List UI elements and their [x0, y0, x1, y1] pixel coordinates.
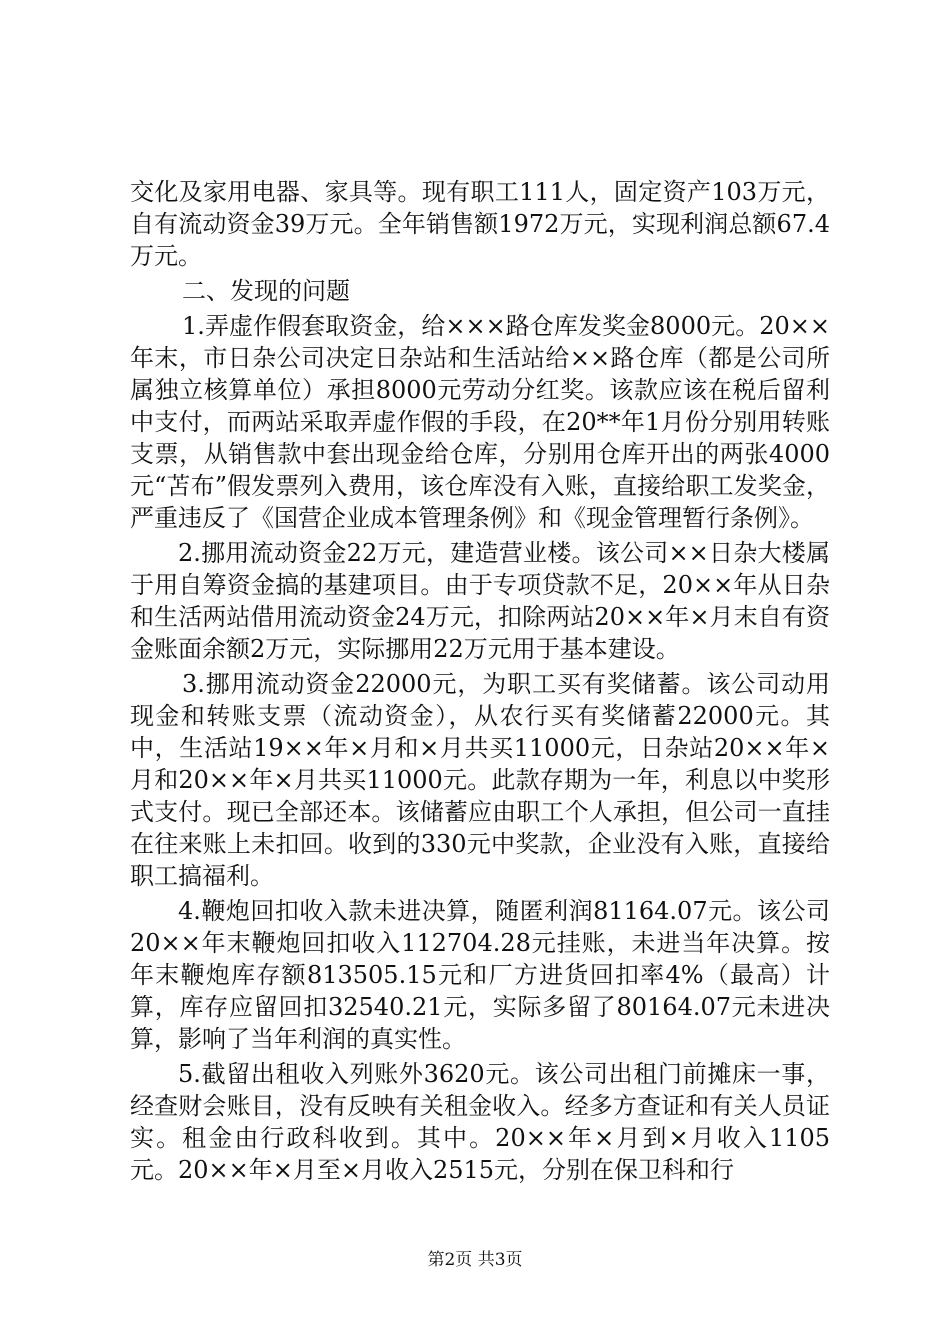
document-body: [130, 176, 830, 1189]
paragraph-item-1: 1.弄虚作假套取资金，给×××路仓库发奖金8000元。20××年末，市日杂公司决定日杂站和生活站给××路仓库（都是公司所属独立核算单位）承担8000元劳动分红奖。该款应该在税后留利中支付，而两站采取弄虚作假的手段，在20**年1月份分别用转账支票，从销售款中套出现金给仓库，分别用仓库开出的两张4000元“苫布”假发票列入费用，该仓库没有入账，直接给职工发奖金，严重违反了《国营企业成本管理条例》和《现金管理暂行条例》。: [130, 312, 830, 532]
paragraph-item-2: 2.挪用流动资金22万元，建造营业楼。该公司××日杂大楼属于用自筹资金搞的基建项目。由于专项贷款不足，20××年从日杂和生活两站借用流动资金24万元，扣除两站20××年×月末自有资金账面余额2万元，实际挪用22万元用于基本建设。: [130, 539, 830, 663]
paragraph-item-5: 5.截留出租收入列账外3620元。该公司出租门前摊床一事，经查财会账目，没有反映有关租金收入。经多方查证和有关人员证实。租金由行政科收到。其中。20××年×月到×月收入1105元。20××年×月至×月收入2515元，分别在保卫科和行: [130, 1060, 830, 1184]
paragraph-item-4: 4.鞭炮回扣收入款未进决算，随匿利润81164.07元。该公司20××年末鞭炮回扣收入112704.28元挂账，未进当年决算。按年末鞭炮库存额813505.15元和厂方进货回扣率4%（最高）计算，库存应留回扣32540.21元，实际多留了80164.07元未进决算，影响了当年利润的真实性。: [130, 897, 830, 1053]
paragraph-intro: 交化及家用电器、家具等。现有职工111人，固定资产103万元，自有流动资金39万元。全年销售额1972万元，实现利润总额67.4万元。: [130, 178, 830, 270]
section-heading: 二、发现的问题: [182, 277, 350, 305]
paragraph-item-3: 3.挪用流动资金22000元，为职工买有奖储蓄。该公司动用现金和转账支票（流动资金），从农行买有奖储蓄22000元。其中，生活站19××年×月和×月共买11000元，日杂站20××年×月和20××年×月共买11000元。此款存期为一年，利息以中奖形式支付。现已全部还本。该储蓄应由职工个人承担，但公司一直挂在往来账上未扣回。收到的330元中奖款，企业没有入账，直接给职工搞福利。: [130, 670, 830, 890]
page-footer: 第2页 共3页: [427, 1250, 523, 1270]
